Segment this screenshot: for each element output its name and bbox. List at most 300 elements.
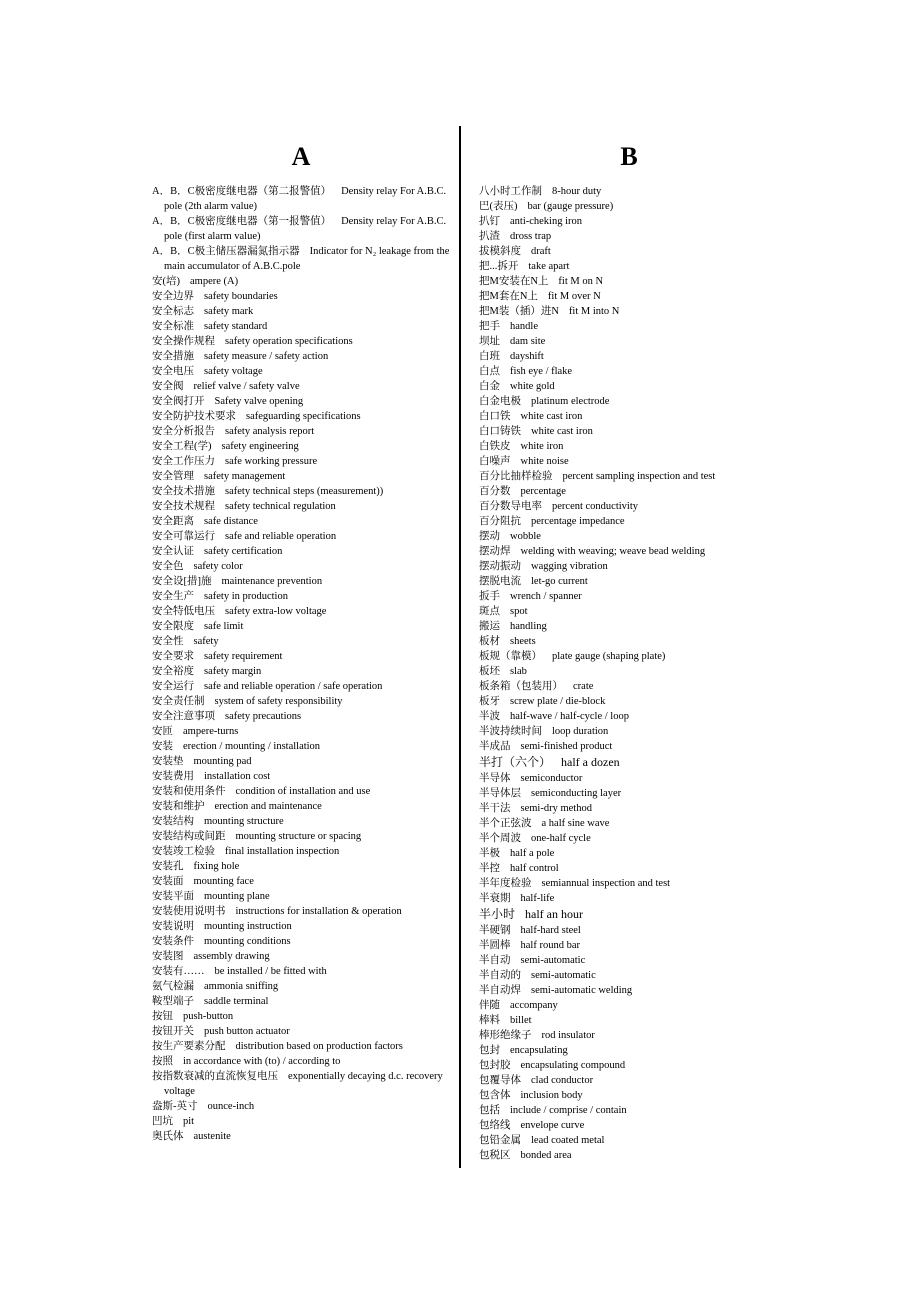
term-chinese: 摆动: [479, 531, 500, 542]
term-chinese: 斑点: [479, 606, 500, 617]
term-chinese: 安装图: [152, 951, 184, 962]
term-chinese: 半极: [479, 848, 500, 859]
term-english: envelope curve: [520, 1120, 585, 1131]
term-english: Safety valve opening: [214, 396, 304, 407]
term-english: percent sampling inspection and test: [562, 471, 716, 482]
term-english: handle: [510, 321, 538, 332]
term-chinese: 安全距离: [152, 516, 194, 527]
term-chinese: 半衰期: [479, 893, 511, 904]
column-divider: [459, 126, 461, 1168]
term-chinese: 半成品: [479, 741, 511, 752]
term-english: semiannual inspection and test: [541, 878, 671, 889]
term-english: fit M into N: [568, 306, 620, 317]
glossary-entry: [479, 634, 779, 649]
term-chinese: 安装: [152, 741, 173, 752]
term-english: spot: [510, 606, 528, 617]
term-english: mounting pad: [193, 756, 252, 767]
term-chinese: 半自动: [479, 955, 511, 966]
term-chinese: 半导体: [479, 773, 511, 784]
glossary-entry: [152, 544, 450, 559]
glossary-entry: [152, 529, 450, 544]
term-chinese: 半控: [479, 863, 500, 874]
glossary-entry: [479, 1118, 779, 1133]
glossary-entry: [152, 289, 450, 304]
term-english: distribution based on production factors: [235, 1041, 403, 1052]
term-chinese: 安全标准: [152, 321, 194, 332]
glossary-entry: [152, 1039, 450, 1054]
term-chinese: 安全责任制: [152, 696, 205, 707]
term-chinese: 把M套在N上: [479, 291, 538, 302]
glossary-entry: [479, 1013, 779, 1028]
term-chinese: 安全操作规程: [152, 336, 215, 347]
glossary-entry: [479, 319, 779, 334]
glossary-entry: [479, 304, 779, 319]
term-english: screw plate / die-block: [510, 696, 606, 707]
term-english: fish eye / flake: [510, 366, 573, 377]
term-english: safe and reliable operation: [225, 531, 337, 542]
term-english: mounting plane: [204, 891, 270, 902]
section-heading-a: A: [291, 142, 311, 171]
glossary-entry: [152, 214, 450, 244]
glossary-entry: [479, 364, 779, 379]
glossary-entry: [479, 876, 779, 891]
term-chinese: 棒料: [479, 1015, 500, 1026]
term-english: pit: [183, 1116, 195, 1127]
glossary-list-a: [152, 184, 450, 1144]
term-english: fit M over N: [547, 291, 601, 302]
term-chinese: 安全性: [152, 636, 184, 647]
glossary-entry: [479, 953, 779, 968]
term-english: white cast iron: [531, 426, 593, 437]
term-english: half an hour: [525, 907, 583, 921]
glossary-entry: [479, 484, 779, 499]
glossary-entry: [479, 846, 779, 861]
glossary-entry: [152, 1129, 450, 1144]
term-english: erection / mounting / installation: [183, 741, 321, 752]
glossary-entry: [152, 799, 450, 814]
term-english: half a pole: [510, 848, 555, 859]
term-chinese: 半年度检验: [479, 878, 532, 889]
glossary-entry: [479, 229, 779, 244]
term-english: inclusion body: [520, 1090, 583, 1101]
term-chinese: 摆动振动: [479, 561, 521, 572]
term-chinese: 安全阀打开: [152, 396, 205, 407]
glossary-entry: [152, 814, 450, 829]
term-english: include / comprise / contain: [510, 1105, 627, 1116]
glossary-entry: [152, 679, 450, 694]
glossary-entry: [152, 1009, 450, 1024]
term-english: in accordance with (to) / according to: [183, 1056, 341, 1067]
glossary-entry: [479, 679, 779, 694]
term-english: safety: [193, 636, 219, 647]
term-english: encapsulating: [510, 1045, 568, 1056]
glossary-entry: [479, 454, 779, 469]
term-english: semi-automatic: [520, 955, 586, 966]
glossary-entry: [479, 349, 779, 364]
term-chinese: 白金电极: [479, 396, 521, 407]
term-chinese: 摆动焊: [479, 546, 511, 557]
glossary-entry: [152, 724, 450, 739]
term-chinese: 安全要求: [152, 651, 194, 662]
glossary-entry: [152, 664, 450, 679]
term-english: wobble: [510, 531, 541, 542]
term-english: percentage: [520, 486, 566, 497]
glossary-entry: [479, 184, 779, 199]
term-chinese: 安装垫: [152, 756, 184, 767]
term-english: exponentially decaying d.c. recovery voltage: [164, 1071, 443, 1097]
glossary-entry: [152, 784, 450, 799]
term-chinese: 搬运: [479, 621, 500, 632]
term-chinese: 安全特低电压: [152, 606, 215, 617]
term-chinese: 安全限度: [152, 621, 194, 632]
glossary-entry: [479, 938, 779, 953]
term-english: ounce-inch: [207, 1101, 255, 1112]
term-chinese: 半自动的: [479, 970, 521, 981]
term-english: half a dozen: [561, 755, 620, 769]
glossary-entry: [152, 364, 450, 379]
term-english: platinum electrode: [531, 396, 610, 407]
term-english: semiconductor: [520, 773, 583, 784]
term-chinese: 包铅金属: [479, 1135, 521, 1146]
term-chinese: 安(培): [152, 276, 180, 287]
glossary-entry: [152, 274, 450, 289]
term-chinese: 半圆棒: [479, 940, 511, 951]
glossary-entry: [152, 919, 450, 934]
term-english: semi-finished product: [520, 741, 613, 752]
glossary-entry: [152, 184, 450, 214]
glossary-entry: [152, 439, 450, 454]
term-english: safety measure / safety action: [204, 351, 329, 362]
term-english: half-hard steel: [520, 925, 581, 936]
term-english: handling: [510, 621, 547, 632]
glossary-entry: [152, 739, 450, 754]
term-english: system of safety responsibility: [214, 696, 343, 707]
term-english: safety analysis report: [225, 426, 315, 437]
term-english: bar (gauge pressure): [527, 201, 614, 212]
term-english: dross trap: [510, 231, 552, 242]
term-chinese: 安装有……: [152, 966, 205, 977]
glossary-entry: [479, 499, 779, 514]
glossary-entry: [479, 1133, 779, 1148]
term-english: let-go current: [531, 576, 588, 587]
glossary-entry: [479, 1043, 779, 1058]
term-english: slab: [510, 666, 527, 677]
glossary-entry: [479, 801, 779, 816]
term-english: plate gauge (shaping plate): [552, 651, 666, 662]
glossary-entry: [479, 409, 779, 424]
term-chinese: 白口铁: [479, 411, 511, 422]
glossary-entry: [479, 816, 779, 831]
term-english: white cast iron: [520, 411, 583, 422]
term-english: safety precautions: [225, 711, 302, 722]
term-english: safety mark: [204, 306, 254, 317]
term-chinese: 棒形绝缘子: [479, 1030, 532, 1041]
glossary-entry: [152, 904, 450, 919]
term-chinese: 安装说明: [152, 921, 194, 932]
term-chinese: 板材: [479, 636, 500, 647]
term-chinese: A．B．C极主储压器漏氮指示器: [152, 246, 300, 257]
term-english: safeguarding specifications: [246, 411, 361, 422]
term-chinese: 半小时: [479, 907, 516, 921]
section-heading-b: B: [620, 142, 638, 171]
glossary-entry: [152, 649, 450, 664]
term-chinese: 安装面: [152, 876, 184, 887]
term-chinese: 安装使用说明书: [152, 906, 226, 917]
term-chinese: 安全技术规程: [152, 501, 215, 512]
term-chinese: 安全设[措]施: [152, 576, 212, 587]
term-english: half-life: [520, 893, 555, 904]
term-chinese: 半导体层: [479, 788, 521, 799]
term-chinese: 安装结构或间距: [152, 831, 226, 842]
glossary-entry: [152, 1069, 450, 1099]
glossary-entry: [479, 1028, 779, 1043]
term-english: safety color: [193, 561, 243, 572]
glossary-entry: [152, 589, 450, 604]
term-english: one-half cycle: [531, 833, 591, 844]
term-chinese: 板坯: [479, 666, 500, 677]
term-chinese: 半个正弦波: [479, 818, 532, 829]
glossary-entry: [152, 1054, 450, 1069]
glossary-entry: [479, 199, 779, 214]
glossary-entry: [479, 831, 779, 846]
term-chinese: 把...拆开: [479, 261, 519, 272]
term-chinese: 安装平面: [152, 891, 194, 902]
term-chinese: 按指数衰减的直流恢复电压: [152, 1071, 278, 1082]
term-english: safety voltage: [204, 366, 263, 377]
glossary-entry: [479, 771, 779, 786]
term-english: lead coated metal: [531, 1135, 605, 1146]
glossary-entry: [479, 439, 779, 454]
term-chinese: 凹坑: [152, 1116, 173, 1127]
term-english: a half sine wave: [541, 818, 610, 829]
term-chinese: 安全可靠运行: [152, 531, 215, 542]
glossary-entry: [152, 1024, 450, 1039]
term-chinese: 安全生产: [152, 591, 194, 602]
term-english: safe limit: [204, 621, 244, 632]
term-chinese: 安装和使用条件: [152, 786, 226, 797]
glossary-entry: [152, 859, 450, 874]
term-english: wagging vibration: [531, 561, 608, 572]
term-chinese: 板条箱（包装用）: [479, 681, 563, 692]
term-english: fit M on N: [558, 276, 604, 287]
glossary-entry: [152, 934, 450, 949]
term-english: safety standard: [204, 321, 268, 332]
term-chinese: 包括: [479, 1105, 500, 1116]
term-chinese: 安装竣工检验: [152, 846, 215, 857]
term-chinese: 拔模斜度: [479, 246, 521, 257]
glossary-entry: [152, 829, 450, 844]
glossary-entry: [152, 469, 450, 484]
term-english: assembly drawing: [193, 951, 270, 962]
term-chinese: 安全色: [152, 561, 184, 572]
term-english: half round bar: [520, 940, 580, 951]
term-english: half control: [510, 863, 559, 874]
term-english: dam site: [510, 336, 546, 347]
term-english: safety requirement: [204, 651, 283, 662]
glossary-entry: [479, 214, 779, 229]
term-english: 8-hour duty: [552, 186, 602, 197]
term-english: mounting face: [193, 876, 254, 887]
term-english: white iron: [520, 441, 564, 452]
term-chinese: 扳手: [479, 591, 500, 602]
glossary-entry: [152, 349, 450, 364]
term-chinese: A．B．C极密度继电器（第二报警值）: [152, 186, 332, 197]
term-chinese: 安装和维护: [152, 801, 205, 812]
term-chinese: 八小时工作制: [479, 186, 542, 197]
glossary-entry: [152, 694, 450, 709]
glossary-entry: [479, 786, 779, 801]
glossary-entry: [479, 424, 779, 439]
term-chinese: 白口铸铁: [479, 426, 521, 437]
term-english: clad conductor: [531, 1075, 594, 1086]
glossary-entry: [152, 634, 450, 649]
glossary-entry: [479, 923, 779, 938]
term-chinese: 包封: [479, 1045, 500, 1056]
term-english: push-button: [183, 1011, 234, 1022]
term-english: billet: [510, 1015, 532, 1026]
term-chinese: 包税区: [479, 1150, 511, 1161]
term-chinese: 坝址: [479, 336, 500, 347]
glossary-entry: [152, 769, 450, 784]
term-chinese: 把M装（插）进N: [479, 306, 559, 317]
term-english: safety engineering: [221, 441, 299, 452]
term-english: loop duration: [552, 726, 609, 737]
glossary-entry: [479, 739, 779, 754]
term-chinese: 包封胶: [479, 1060, 511, 1071]
glossary-entry: [152, 844, 450, 859]
glossary-entry: [479, 709, 779, 724]
glossary-entry: [152, 559, 450, 574]
glossary-entry: [479, 529, 779, 544]
term-chinese: 白噪声: [479, 456, 511, 467]
term-english: safety margin: [204, 666, 262, 677]
term-chinese: 安装孔: [152, 861, 184, 872]
glossary-entry: [152, 1114, 450, 1129]
term-chinese: 鞍型端子: [152, 996, 194, 1007]
term-english: installation cost: [204, 771, 271, 782]
term-english: welding with weaving; weave bead welding: [520, 546, 706, 557]
term-english: safety boundaries: [204, 291, 278, 302]
glossary-entry: [479, 619, 779, 634]
term-chinese: 包覆导体: [479, 1075, 521, 1086]
term-chinese: 白班: [479, 351, 500, 362]
term-english: austenite: [193, 1131, 231, 1142]
glossary-entry: [152, 979, 450, 994]
glossary-entry: [479, 998, 779, 1013]
glossary-entry: [479, 724, 779, 739]
glossary-entry: [152, 949, 450, 964]
term-chinese: 安全运行: [152, 681, 194, 692]
term-chinese: 奥氏体: [152, 1131, 184, 1142]
column-b: [479, 138, 779, 1163]
glossary-entry: [152, 619, 450, 634]
term-chinese: 安全工作压力: [152, 456, 215, 467]
term-chinese: 按钮: [152, 1011, 173, 1022]
glossary-entry: [152, 244, 450, 274]
term-chinese: 扒钉: [479, 216, 500, 227]
glossary-entry: [152, 754, 450, 769]
term-english: semi-automatic welding: [531, 985, 633, 996]
term-english: semiconducting layer: [531, 788, 622, 799]
glossary-entry: [152, 514, 450, 529]
term-english: safe and reliable operation / safe operation: [204, 681, 383, 692]
term-chinese: 安装结构: [152, 816, 194, 827]
term-english: crate: [573, 681, 594, 692]
term-english: safety extra-low voltage: [225, 606, 327, 617]
term-english: relief valve / safety valve: [193, 381, 300, 392]
term-chinese: 安全工程(学): [152, 441, 212, 452]
term-english: safety technical regulation: [225, 501, 336, 512]
term-english: dayshift: [510, 351, 544, 362]
term-english: draft: [531, 246, 551, 257]
term-chinese: 百分数: [479, 486, 511, 497]
glossary-entry: [152, 1099, 450, 1114]
glossary-entry: [479, 334, 779, 349]
glossary-entry: [479, 1073, 779, 1088]
glossary-entry: [479, 394, 779, 409]
term-english: fixing hole: [193, 861, 240, 872]
glossary-entry: [479, 754, 779, 771]
glossary-entry: [479, 589, 779, 604]
glossary-entry: [479, 244, 779, 259]
term-english: anti-cheking iron: [510, 216, 583, 227]
term-english: ammonia sniffing: [204, 981, 279, 992]
glossary-entry: [479, 514, 779, 529]
term-english: maintenance prevention: [221, 576, 323, 587]
glossary-entry: [479, 274, 779, 289]
term-english: percentage impedance: [531, 516, 625, 527]
term-english: accompany: [510, 1000, 558, 1011]
term-chinese: 白铁皮: [479, 441, 511, 452]
term-chinese: 白金: [479, 381, 500, 392]
term-english: condition of installation and use: [235, 786, 371, 797]
term-chinese: 百分阻抗: [479, 516, 521, 527]
term-english: half-wave / half-cycle / loop: [510, 711, 629, 722]
term-chinese: 板规（靠模）: [479, 651, 542, 662]
glossary-entry: [479, 664, 779, 679]
glossary-entry: [479, 861, 779, 876]
term-english: safety in production: [204, 591, 288, 602]
term-chinese: 摆脱电流: [479, 576, 521, 587]
term-chinese: 把M安装在N上: [479, 276, 549, 287]
glossary-entry: [479, 604, 779, 619]
term-english: safe working pressure: [225, 456, 318, 467]
glossary-entry: [479, 1103, 779, 1118]
term-english: be installed / be fitted with: [214, 966, 327, 977]
term-chinese: 安全边界: [152, 291, 194, 302]
term-chinese: 半干法: [479, 803, 511, 814]
glossary-entry: [152, 499, 450, 514]
glossary-entry: [479, 259, 779, 274]
term-english: mounting structure: [204, 816, 284, 827]
term-chinese: 包含体: [479, 1090, 511, 1101]
glossary-entry: [479, 968, 779, 983]
glossary-entry: [152, 484, 450, 499]
term-chinese: 按照: [152, 1056, 173, 1067]
term-english: push button actuator: [204, 1026, 290, 1037]
column-a: [152, 138, 450, 1144]
term-chinese: 白点: [479, 366, 500, 377]
term-chinese: 半波持续时间: [479, 726, 542, 737]
glossary-entry: [479, 559, 779, 574]
term-chinese: 半打（六个）: [479, 755, 552, 769]
term-chinese: 氨气检漏: [152, 981, 194, 992]
term-english: mounting instruction: [204, 921, 292, 932]
term-english: rod insulator: [541, 1030, 595, 1041]
term-english: wrench / spanner: [510, 591, 582, 602]
glossary-entry: [479, 1148, 779, 1163]
glossary-entry: [479, 574, 779, 589]
